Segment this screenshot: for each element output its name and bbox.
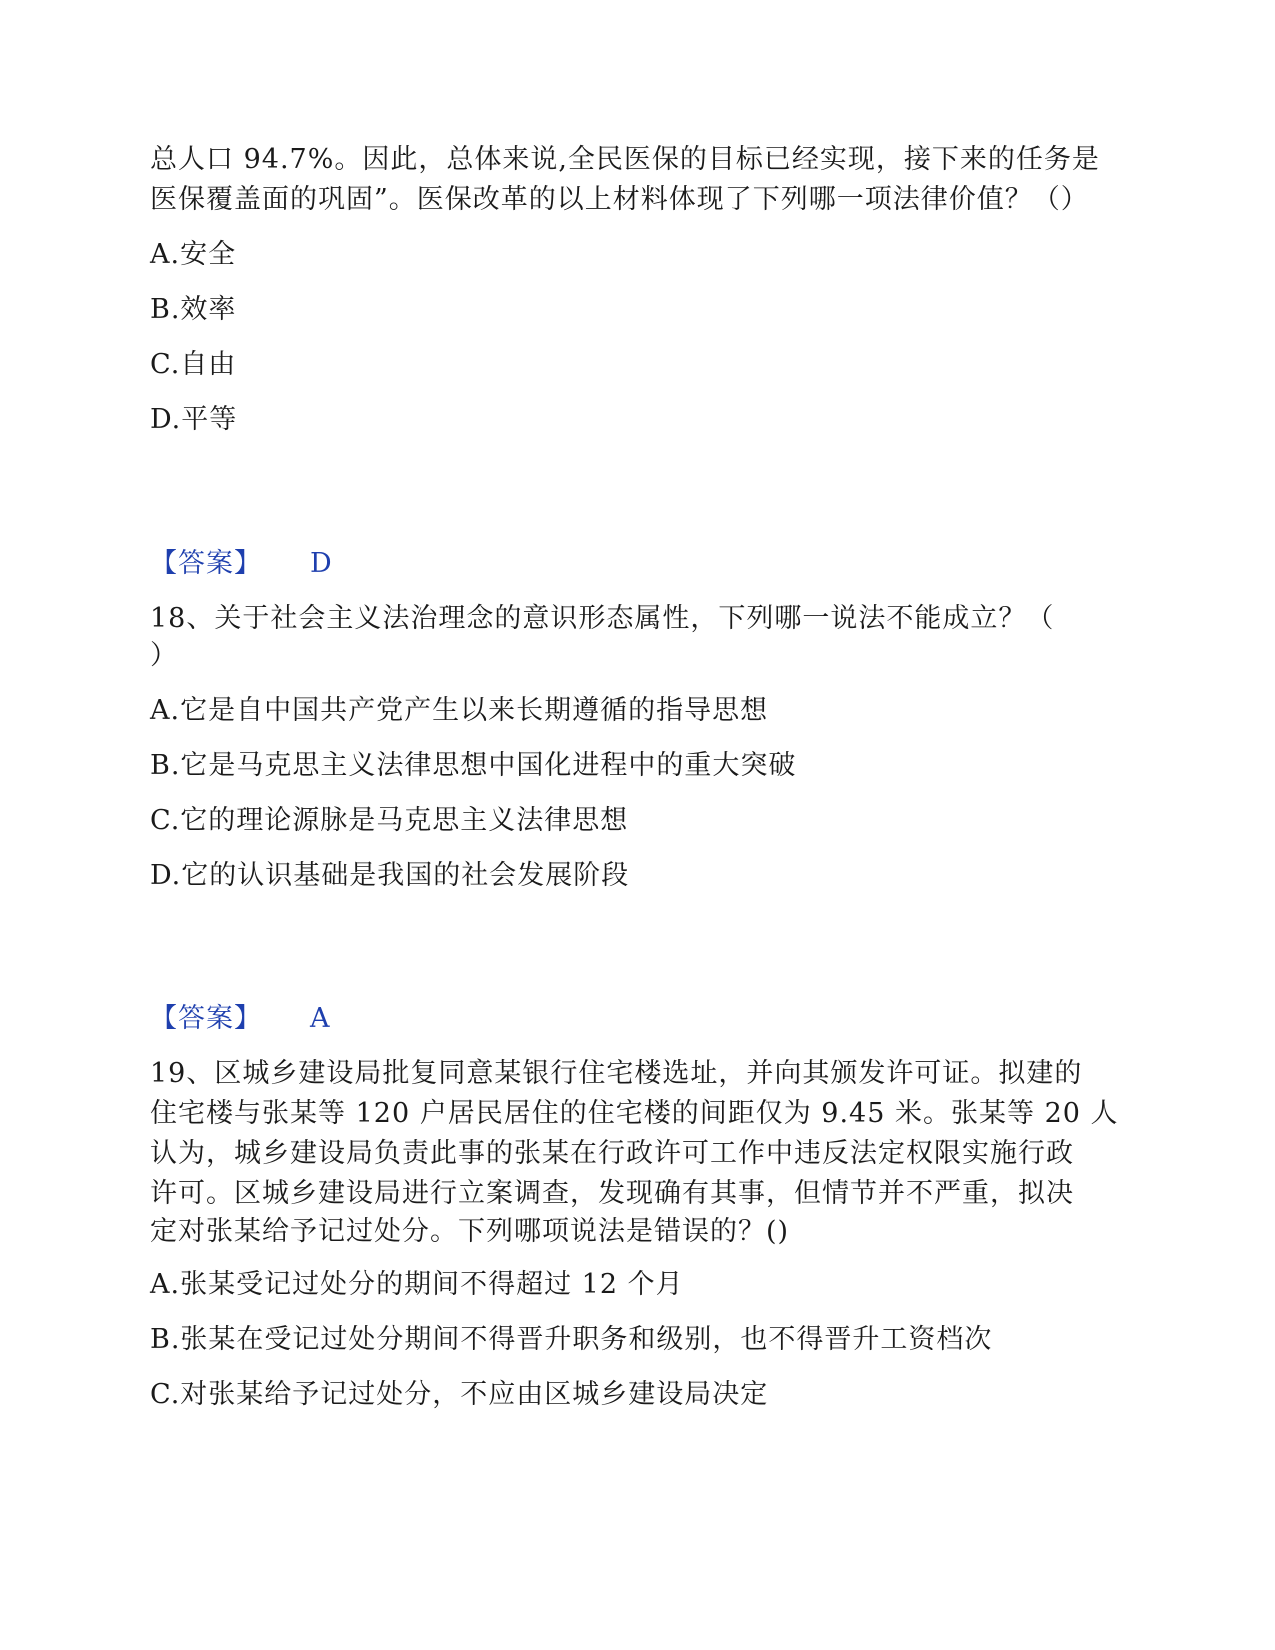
q18-option-d: D.它的认识基础是我国的社会发展阶段 — [150, 860, 630, 891]
q17-option-a: A.安全 — [150, 239, 237, 270]
q19-option-b: B.张某在受记过处分期间不得晋升职务和级别，也不得晋升工资档次 — [150, 1324, 993, 1355]
q18-option-c: C.它的理论源脉是马克思主义法律思想 — [150, 805, 629, 836]
q19-option-a: A.张某受记过处分的期间不得超过 12 个月 — [150, 1269, 684, 1300]
q17-stem-line-2: 医保覆盖面的巩固”。医保改革的以上材料体现了下列哪一项法律价值？（） — [150, 184, 1089, 215]
answer-18 — [150, 1001, 331, 1037]
answer-17 — [150, 546, 333, 582]
q19-stem-line-2: 住宅楼与张某等 120 户居民居住的住宅楼的间距仅为 9.45 米。张某等 20 人 — [150, 1098, 1119, 1129]
q19-stem-line-4: 许可。区城乡建设局进行立案调查，发现确有其事，但情节并不严重，拟决 — [150, 1178, 1074, 1209]
q18-option-a: A.它是自中国共产党产生以来长期遵循的指导思想 — [150, 695, 769, 726]
q17-option-c: C.自由 — [150, 349, 237, 380]
q18-stem-line-1: 18、关于社会主义法治理念的意识形态属性，下列哪一说法不能成立？（ — [150, 603, 1055, 634]
q17-stem-line-1: 总人口 94.7%。因此，总体来说,全民医保的目标已经实现，接下来的任务是 — [150, 144, 1100, 175]
q18-option-b: B.它是马克思主义法律思想中国化进程中的重大突破 — [150, 750, 797, 781]
answer-value: D — [310, 548, 333, 579]
answer-label: 【答案】 — [150, 548, 262, 579]
q19-stem-line-1: 19、区城乡建设局批复同意某银行住宅楼选址，并向其颁发许可证。拟建的 — [150, 1058, 1083, 1089]
q19-stem-line-3: 认为，城乡建设局负责此事的张某在行政许可工作中违反法定权限实施行政 — [150, 1138, 1074, 1169]
q19-option-c: C.对张某给予记过处分，不应由区城乡建设局决定 — [150, 1379, 769, 1410]
q18-stem-line-2: ） — [150, 640, 178, 671]
q17-option-b: B.效率 — [150, 294, 237, 325]
answer-label: 【答案】 — [150, 1003, 262, 1034]
answer-value: A — [310, 1003, 331, 1034]
q17-option-d: D.平等 — [150, 404, 238, 435]
q19-stem-line-5: 定对张某给予记过处分。下列哪项说法是错误的？() — [150, 1216, 790, 1247]
